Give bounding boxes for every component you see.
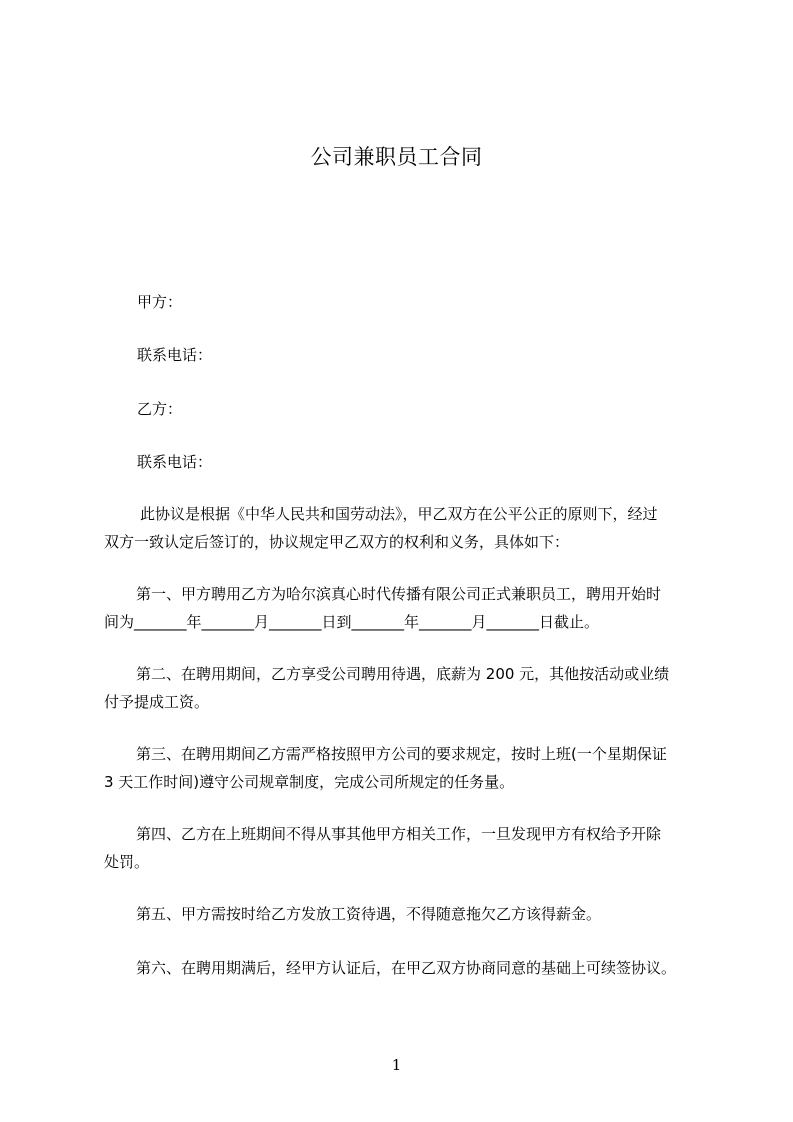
clause-6 [104,954,706,982]
clause-3 [104,740,706,796]
clause-1 [104,580,706,636]
clause-5 [104,900,706,928]
intro-line-2: 双方一致认定后签订的，协议规定甲乙双方的权利和义务，具体如下： [104,533,570,551]
clause-2-line-2: 付予提成工资。 [104,693,210,711]
clause-6-line-1: 第六、在聘用期满后，经甲方认证后，在甲乙双方协商同意的基础上可续签协议。 [136,959,677,977]
party-a-field: 甲方： [137,293,183,311]
party-b-phone-field: 联系电话： [137,453,213,471]
clause-4-line-2: 处罚。 [104,853,150,871]
clause-4-line-1: 第四、乙方在上班期间不得从事其他甲方相关工作，一旦发现甲方有权给予开除 [136,825,662,843]
clause-3-line-1: 第三、在聘用期间乙方需严格按照甲方公司的要求规定，按时上班(一个星期保证 [136,745,667,763]
party-a-phone-field: 联系电话： [137,346,213,364]
clause-5-line-1: 第五、甲方需按时给乙方发放工资待遇，不得随意拖欠乙方该得薪金。 [136,905,602,923]
clause-3-line-2: 3 天工作时间)遵守公司规章制度，完成公司所规定的任务量。 [104,773,515,791]
clause-1-line-2: 间为_______年_______月_______日到_______年_______月_______日截止。 [104,613,600,631]
contract-title: 公司兼职员工合同 [310,145,483,169]
party-b-field: 乙方： [137,400,183,418]
clause-2 [104,660,706,716]
clause-2-line-1: 第二、在聘用期间，乙方享受公司聘用待遇，底薪为 200 元，其他按活动或业绩 [136,665,670,683]
intro-paragraph [104,500,706,556]
page-number: 1 [391,1056,402,1074]
clause-1-line-1: 第一、甲方聘用乙方为哈尔滨真心时代传播有限公司正式兼职员工，聘用开始时 [136,585,662,603]
clause-4 [104,820,706,876]
intro-line-1: 此协议是根据《中华人民共和国劳动法》，甲乙双方在公平公正的原则下，经过 [140,505,658,523]
